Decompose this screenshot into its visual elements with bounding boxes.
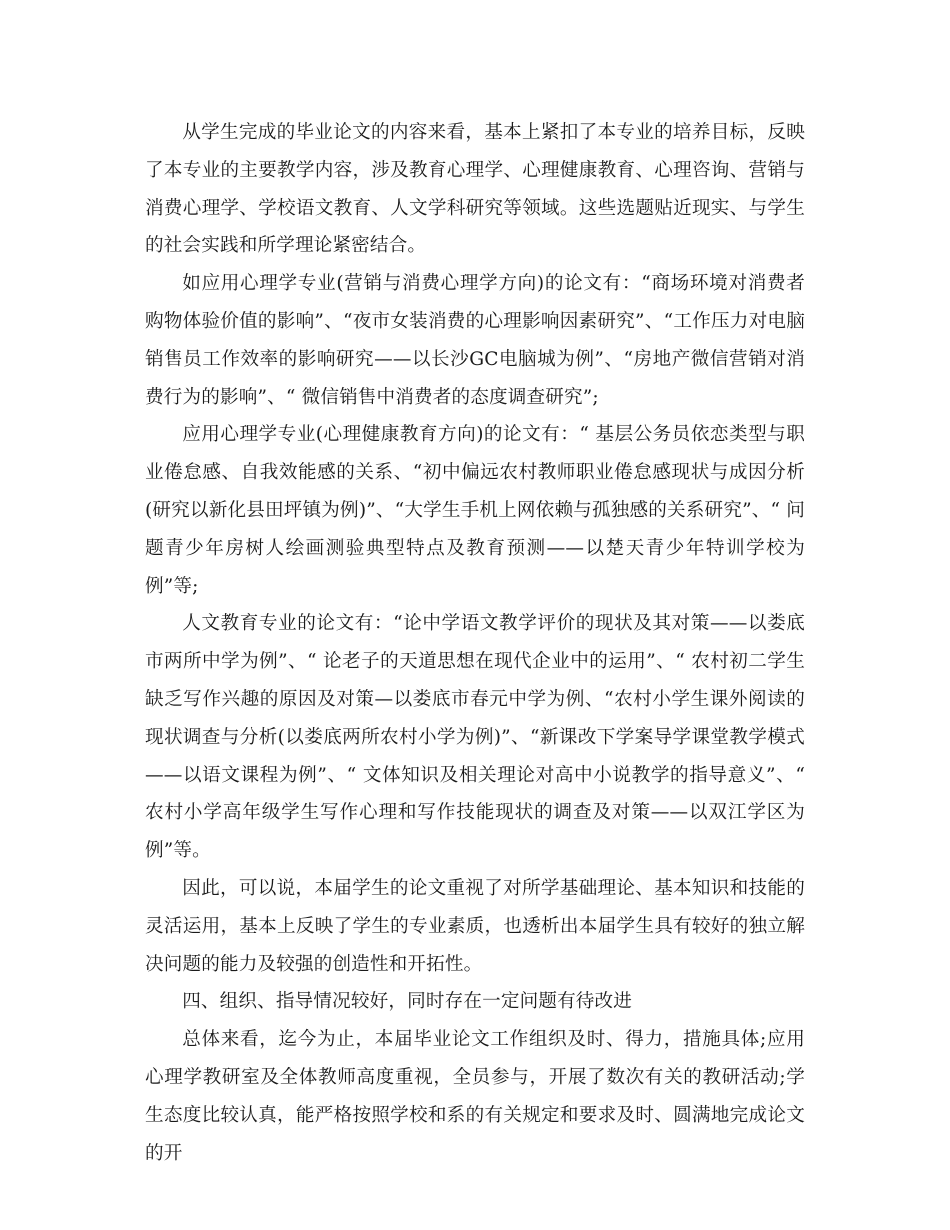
paragraph-conclusion: 因此，可以说，本届学生的论文重视了对所学基础理论、基本知识和技能的灵活运用，基本上反映了学生的专业素质，也透析出本届学生具有较好的独立解决问题的能力及较强的创造性和开拓性。 — [145, 877, 805, 975]
paragraph-scope-of-topics: 从学生完成的毕业论文的内容来看，基本上紧扣了本专业的培养目标，反映了本专业的主要教学内容，涉及教育心理学、心理健康教育、心理咨询、营销与消费心理学、学校语文教育、人文学科研究等领域。这些选题贴近现实、与学生的社会实践和所学理论紧密结合。 — [145, 122, 805, 257]
section-heading-organization: 四、组织、指导情况较好，同时存在一定问题有待改进 — [182, 991, 633, 1013]
paragraph-mental-health-theses: 应用心理学专业(心理健康教育方向)的论文有：“ 基层公务员依恋类型与职业倦怠感、自我效能感的关系、“初中偏远农村教师职业倦怠感现状与成因分析(研究以新化县田坪镇为例)”、“大学生手机上网依赖与孤独感的关系研究”、“ 问题青少年房树人绘画测验典型特点及教育预测——以楚天青少年特训学校为例”等; — [145, 424, 805, 597]
paragraph-humanities-education-theses: 人文教育专业的论文有：“论中学语文教学评价的现状及其对策——以娄底市两所中学为例”、“ 论老子的天道思想在现代企业中的运用”、“ 农村初二学生缺乏写作兴趣的原因及对策—以娄底市春元中学为例、“农村小学生课外阅读的现状调查与分析(以娄底两所农村小学为例)”、“新课改下学案导学课堂教学模式——以语文课程为例”、“ 文体知识及相关理论对高中小说教学的指导意义”、“ 农村小学高年级学生写作心理和写作技能现状的调查及对策——以双江学区为例”等。 — [145, 613, 805, 862]
document-body — [145, 114, 805, 1172]
paragraph-marketing-psychology-theses: 如应用心理学专业(营销与消费心理学方向)的论文有：“商场环境对消费者购物体验价值的影响”、“夜市女装消费的心理影响因素研究”、“工作压力对电脑销售员工作效率的影响研究——以长沙GC电脑城为例”、“房地产微信营销对消费行为的影响”、“ 微信销售中消费者的态度调查研究”; — [145, 273, 805, 408]
paragraph-overall-assessment: 总体来看，迄今为止，本届毕业论文工作组织及时、得力，措施具体;应用心理学教研室及全体教师高度重视，全员参与，开展了数次有关的教研活动;学生态度比较认真，能严格按照学校和系的有关规定和要求及时、圆满地完成论文的开 — [145, 1029, 805, 1164]
